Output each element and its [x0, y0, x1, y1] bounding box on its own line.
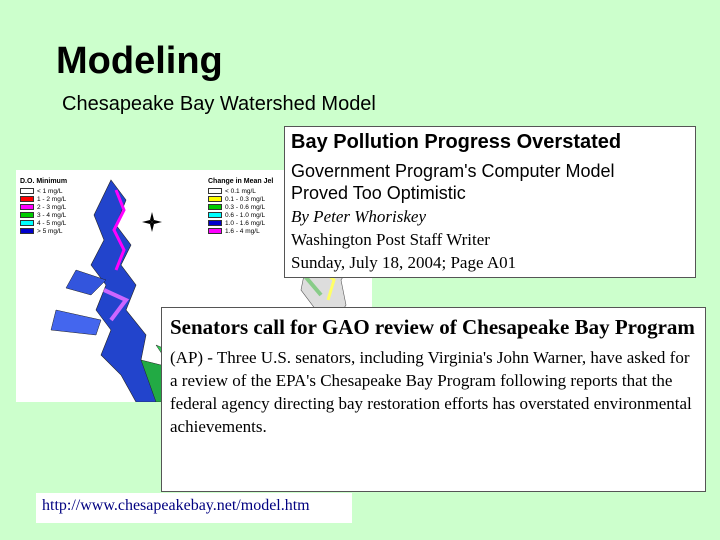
change-legend-swatch	[208, 228, 222, 234]
do-legend-label: 1 - 2 mg/L	[37, 195, 67, 203]
change-legend-swatch	[208, 212, 222, 218]
change-legend-label: < 0.1 mg/L	[225, 187, 256, 195]
article1-byline: By Peter Whoriskey	[291, 207, 426, 226]
source-link-box	[36, 493, 352, 523]
ap-article-box	[161, 307, 706, 492]
article2-body: (AP) - Three U.S. senators, including Virginia's John Warner, have asked for a review of the EPA's Chesapeake Bay Program following reports that the federal agency directing bay restoration efforts has overstated environmental achievements.	[170, 348, 692, 436]
slide-subtitle: Chesapeake Bay Watershed Model	[62, 93, 376, 115]
compass-rose-icon	[142, 212, 162, 232]
washington-post-article-box	[284, 126, 696, 278]
article1-deck-line1: Government Program's Computer Model	[291, 161, 615, 181]
change-legend-item	[208, 203, 273, 211]
do-legend-label: > 5 mg/L	[37, 227, 63, 235]
article1-headline: Bay Pollution Progress Overstated	[291, 131, 622, 153]
change-legend-label: 0.1 - 0.3 mg/L	[225, 195, 266, 203]
article1-affiliation: Washington Post Staff Writer	[291, 230, 490, 249]
change-legend-item	[208, 211, 273, 219]
change-legend-item	[208, 227, 273, 235]
change-legend-label: 0.6 - 1.0 mg/L	[225, 211, 266, 219]
change-legend-swatch	[208, 196, 222, 202]
article1-deck-line2: Proved Too Optimistic	[291, 183, 466, 203]
change-legend-label: 0.3 - 0.6 mg/L	[225, 203, 266, 211]
article2-headline: Senators call for GAO review of Chesapeake Bay Program	[170, 315, 695, 339]
do-legend-label: 4 - 5 mg/L	[37, 219, 67, 227]
change-legend-item	[208, 219, 273, 227]
do-legend-label: 2 - 3 mg/L	[37, 203, 67, 211]
change-legend-item	[208, 187, 273, 195]
do-legend-label: < 1 mg/L	[37, 187, 63, 195]
article1-dateline: Sunday, July 18, 2004; Page A01	[291, 253, 517, 272]
change-legend-label: 1.0 - 1.6 mg/L	[225, 219, 266, 227]
change-legend-label: 1.6 - 4 mg/L	[225, 227, 260, 235]
change-mean-legend	[208, 178, 273, 235]
change-legend-item	[208, 195, 273, 203]
change-legend-swatch	[208, 188, 222, 194]
slide-title: Modeling	[56, 40, 223, 82]
do-legend-title: D.O. Minimum	[20, 178, 68, 185]
change-legend-title: Change in Mean Jel	[208, 178, 274, 185]
change-legend-swatch	[208, 204, 222, 210]
model-url-link[interactable]: http://www.chesapeakebay.net/model.htm	[42, 497, 310, 514]
do-legend-label: 3 - 4 mg/L	[37, 211, 67, 219]
change-legend-swatch	[208, 220, 222, 226]
